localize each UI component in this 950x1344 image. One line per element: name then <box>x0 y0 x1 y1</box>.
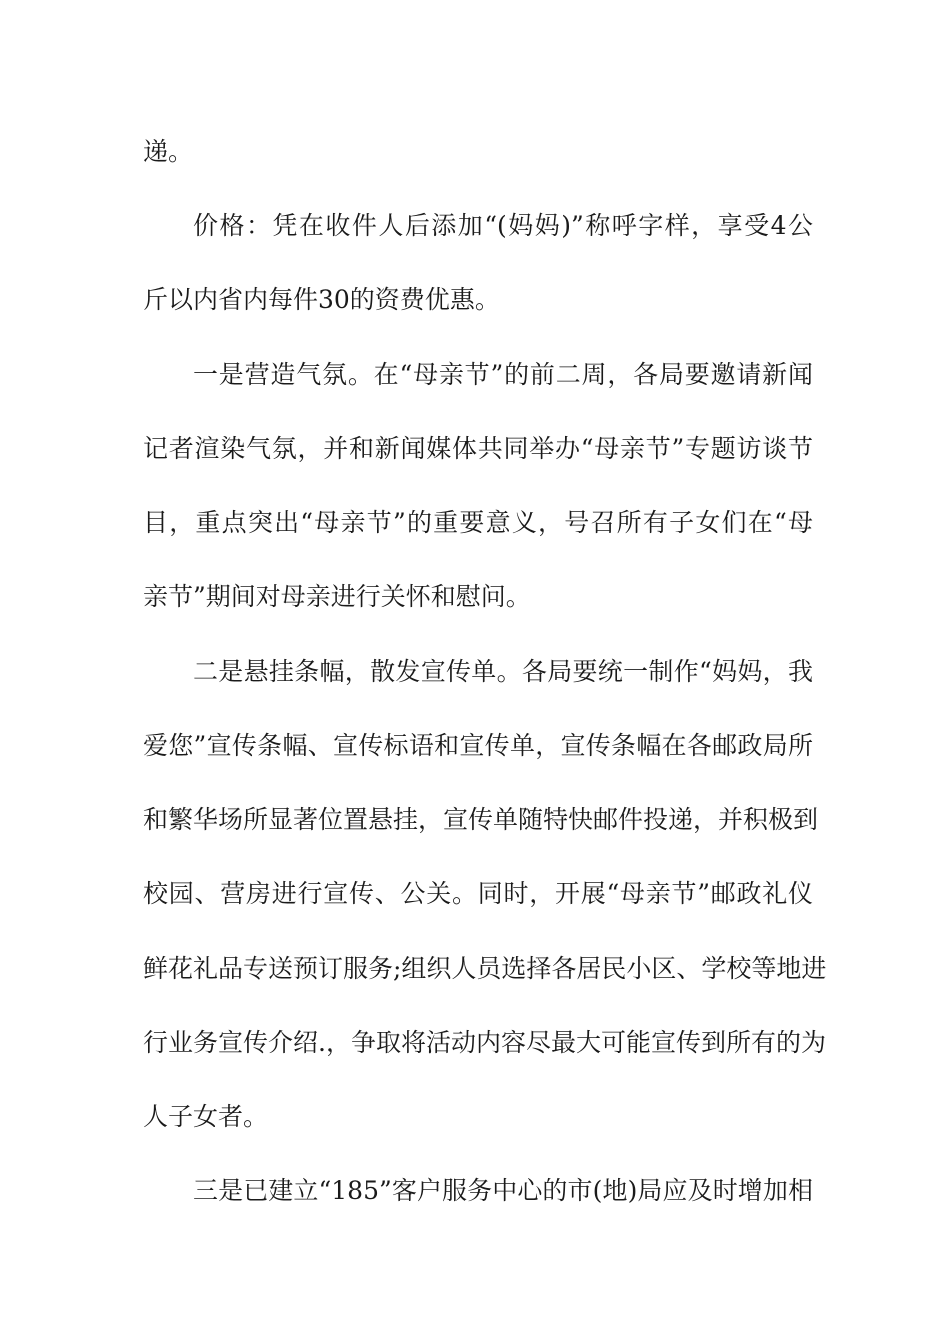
text-line: 斤以内省内每件30的资费优惠。 <box>143 285 500 314</box>
text-line: 鲜花礼品专送预订服务;组织人员选择各居民小区、学校等地进 <box>143 954 827 983</box>
text-line: 爱您”宣传条幅、宣传标语和宣传单，宣传条幅在各邮政局所 <box>143 731 813 760</box>
text-line: 校园、营房进行宣传、公关。同时，开展“母亲节”邮政礼仪 <box>143 879 813 908</box>
text-line: 价格：凭在收件人后添加“(妈妈)”称呼字样，享受4公 <box>193 211 813 240</box>
text-line: 人子女者。 <box>143 1102 269 1131</box>
text-line: 记者渲染气氛，并和新闻媒体共同举办“母亲节”专题访谈节 <box>143 434 813 463</box>
text-line: 三是已建立“185”客户服务中心的市(地)局应及时增加相 <box>193 1176 813 1205</box>
text-line: 和繁华场所显著位置悬挂，宣传单随特快邮件投递，并积极到 <box>143 805 819 834</box>
text-line: 二是悬挂条幅，散发宣传单。各局要统一制作“妈妈，我 <box>193 657 813 686</box>
text-line: 一是营造气氛。在“母亲节”的前二周，各局要邀请新闻 <box>193 360 813 389</box>
text-line: 目，重点突出“母亲节”的重要意义，号召所有子女们在“母 <box>143 508 813 537</box>
text-line: 行业务宣传介绍.，争取将活动内容尽最大可能宣传到所有的为 <box>143 1028 826 1057</box>
text-line: 亲节”期间对母亲进行关怀和慰问。 <box>143 582 531 611</box>
text-line: 递。 <box>143 137 194 166</box>
